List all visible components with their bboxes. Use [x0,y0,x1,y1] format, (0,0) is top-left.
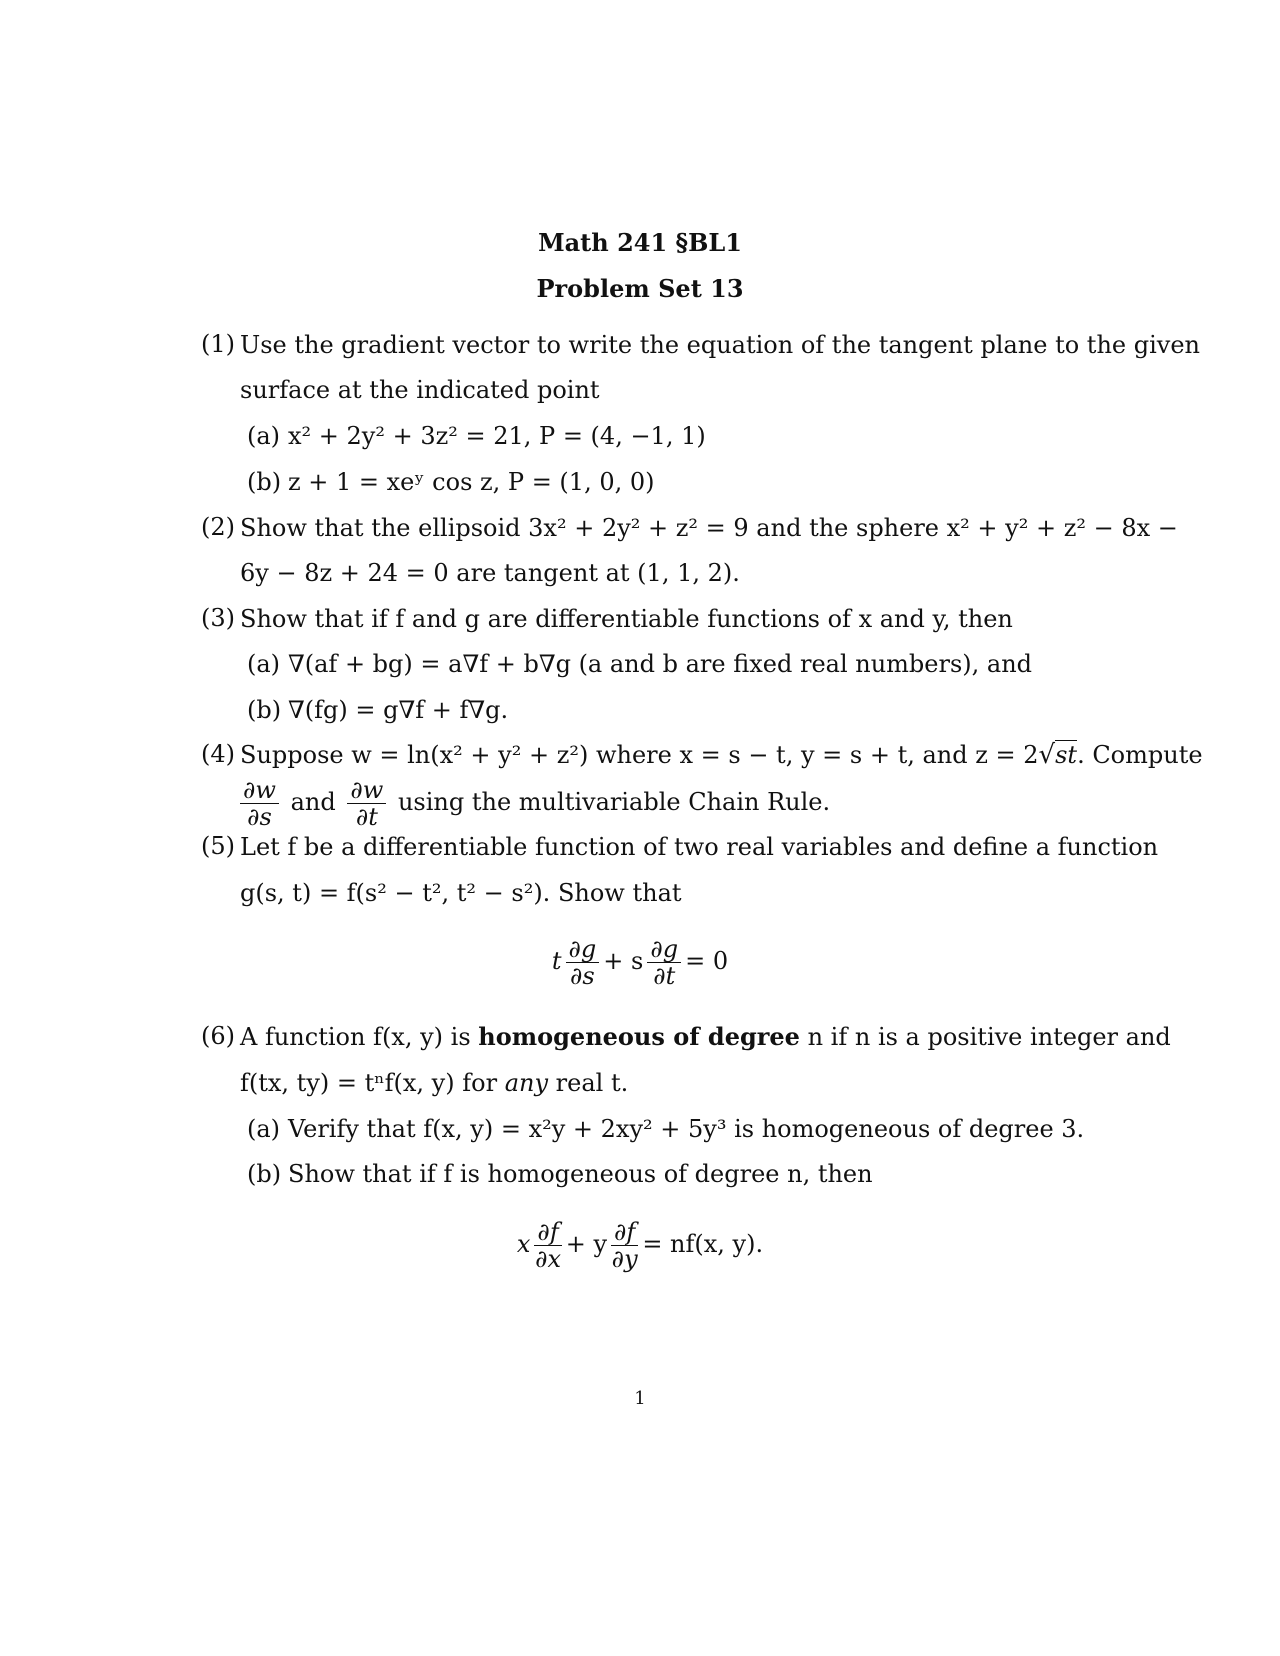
problem-6-line2-pre: f(tx, ty) = tⁿf(x, y) for [240,1069,498,1097]
dg-dt-numerator: ∂g [647,936,681,963]
df-dy-numerator: ∂f [611,1219,638,1246]
problem-4-line2-end: using the multivariable Chain Rule. [397,788,831,816]
problem-1-line2: surface at the indicated point [240,376,600,404]
problem-1a-label: (a) [247,422,281,450]
dg-ds-numerator: ∂g [566,936,600,963]
problem-6a-label: (a) [247,1115,281,1143]
dw-ds-fraction [240,777,279,830]
eq5-rhs: = 0 [685,947,729,975]
dw-dt-denominator: ∂t [355,803,378,831]
problem-4-line1-text: Suppose w = ln(x² + y² + z²) where x = s − t, y = s + t, and z = 2 [240,741,1039,769]
df-dx-denominator: ∂x [535,1245,562,1273]
df-dx-numerator: ∂f [534,1219,561,1246]
dw-dt-fraction [347,777,386,830]
problem-1b-text: z + 1 = xeʸ cos z, P = (1, 0, 0) [288,468,655,496]
problem-3-number: (3) [201,604,235,632]
df-dy-fraction [611,1219,638,1272]
df-dy-denominator: ∂y [611,1245,638,1273]
problem-6b-label: (b) [247,1160,282,1188]
problem-3b-text: ∇(fg) = g∇f + f∇g. [288,696,509,724]
eq6-x: x [516,1230,531,1258]
eq6-rhs: = nf(x, y). [642,1230,764,1258]
problem-5-equation [0,935,1280,989]
dw-ds-numerator: ∂w [240,777,279,804]
problem-6-line2-post: real t. [555,1069,629,1097]
any-emphasis: any [504,1069,549,1097]
problem-2-line2: 6y − 8z + 24 = 0 are tangent at (1, 1, 2). [240,559,740,587]
and-text: and [290,788,336,816]
problem-6a-text: Verify that f(x, y) = x²y + 2xy² + 5y³ is homogeneous of degree 3. [288,1115,1085,1143]
problem-2-line1: Show that the ellipsoid 3x² + 2y² + z² = 9 and the sphere x² + y² + z² − 8x − [240,514,1178,542]
df-dx-fraction [534,1219,561,1272]
problem-set-title: Problem Set 13 [536,274,744,303]
problem-4-line1-end: . Compute [1077,741,1203,769]
problem-5-number: (5) [201,832,235,860]
problem-1-number: (1) [201,330,235,358]
homogeneous-term: homogeneous of degree [478,1022,800,1051]
problem-6-line1-pre: A function f(x, y) is [240,1023,471,1051]
eq6-plus-y: + y [565,1230,608,1258]
problem-3a-text: ∇(af + bg) = a∇f + b∇g (a and b are fixed real numbers), and [288,650,1033,678]
problem-6-line2 [240,1068,628,1098]
dw-dt-numerator: ∂w [347,777,386,804]
problem-5-line1: Let f be a differentiable function of two real variables and define a function [240,833,1159,861]
eq5-t: t [551,947,562,975]
dg-ds-denominator: ∂s [570,962,595,990]
sqrt-argument: st [1055,741,1078,769]
problem-4-number: (4) [201,740,235,768]
problem-3-line1: Show that if f and g are differentiable functions of x and y, then [240,605,1013,633]
eq5-plus-s: + s [603,947,644,975]
problem-1-line1: Use the gradient vector to write the equation of the tangent plane to the given [240,331,1200,359]
problem-5-line2: g(s, t) = f(s² − t², t² − s²). Show that [240,879,682,907]
sqrt-symbol: √ [1038,740,1056,770]
dg-dt-fraction [647,936,681,989]
dg-dt-denominator: ∂t [653,962,676,990]
page-number: 1 [634,1388,646,1409]
problem-6b-text: Show that if f is homogeneous of degree n, then [288,1160,873,1188]
problem-3a-label: (a) [247,650,281,678]
problem-2-number: (2) [201,513,235,541]
problem-1b-label: (b) [247,468,282,496]
dw-ds-denominator: ∂s [247,803,272,831]
problem-6-line1 [240,1022,1171,1052]
problem-4-line1 [240,740,1203,770]
problem-6-equation [0,1218,1280,1272]
problem-6-number: (6) [201,1022,235,1050]
problem-3b-label: (b) [247,696,282,724]
problem-1a-text: x² + 2y² + 3z² = 21, P = (4, −1, 1) [288,422,706,450]
course-title: Math 241 §BL1 [538,228,742,257]
problem-4-line2 [236,776,830,830]
problem-6-line1-post: n if n is a positive integer and [807,1023,1171,1051]
dg-ds-fraction [566,936,600,989]
